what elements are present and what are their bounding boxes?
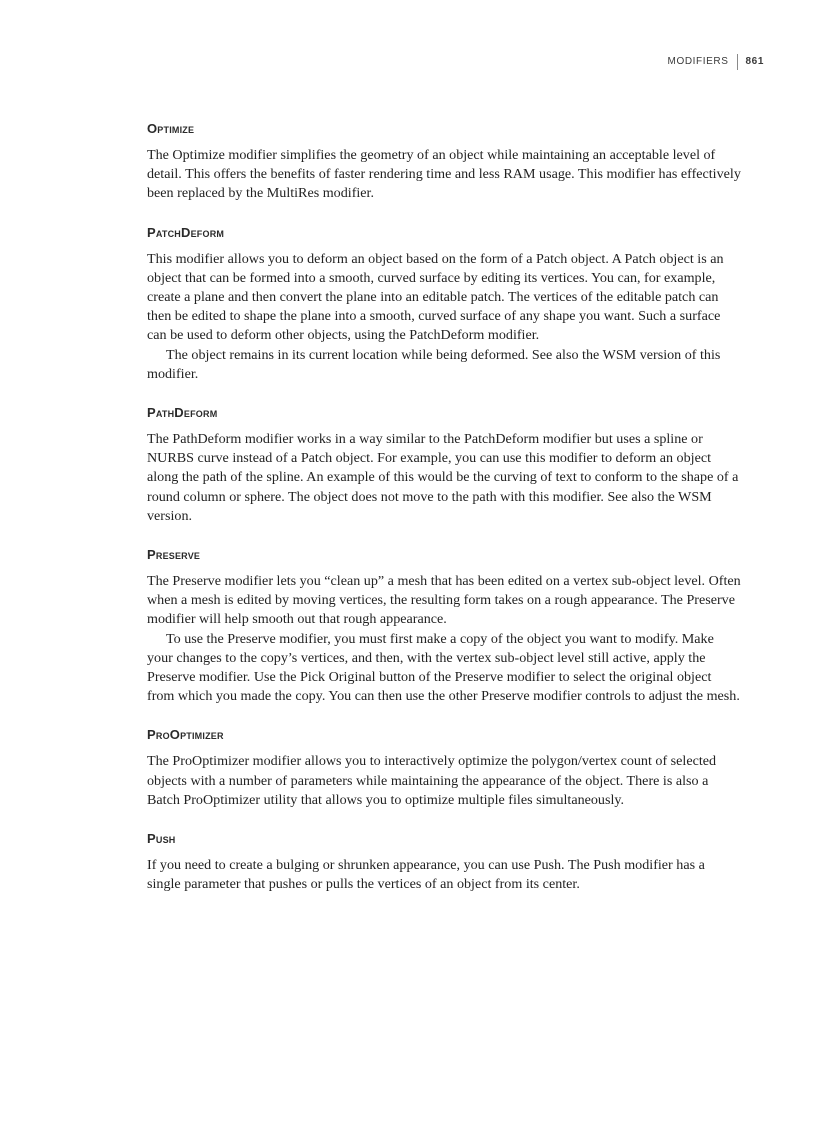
entry-paragraph: The Optimize modifier simplifies the geometry of an object while maintaining an acceptable level of detail. This offers the benefits of faster rendering time and less RAM usage. This modifier has effectively been replaced by the MultiRes modifier.: [147, 147, 741, 202]
running-head: [668, 54, 764, 70]
entry-pathdeform: [147, 404, 741, 526]
entry-paragraph: This modifier allows you to deform an object based on the form of a Patch object. A Patch object is an object that can be formed into a smooth, curved surface by editing its vertices. You can, for example, create a plane and then convert the plane into an editable patch. The vertices of the editable patch can then be edited to shape the plane into a smooth, curved surface of any shape you want. Such a surface can be used to deform other objects, using the PatchDeform modifier.: [147, 250, 724, 344]
page-number: 861: [745, 56, 764, 67]
entry-heading: Preserve: [147, 547, 201, 563]
entry-push: [147, 830, 741, 894]
entry-paragraph: If you need to create a bulging or shrunken appearance, you can use Push. The Push modifier has a single parameter that pushes or pulls the vertices of an object from its center.: [147, 857, 705, 893]
entry-heading: Push: [147, 831, 176, 847]
entry-preserve: [147, 546, 741, 706]
entry-patchdeform: [147, 224, 741, 384]
entry-paragraph: The ProOptimizer modifier allows you to interactively optimize the polygon/vertex count of selected objects with a number of parameters while maintaining the appearance of the object. There is also a Batch ProOptimizer utility that allows you to optimize multiple files simultaneously.: [147, 753, 717, 808]
entry-heading: PatchDeform: [147, 224, 225, 240]
entry-optimize: [147, 120, 741, 204]
entry-prooptimizer: [147, 726, 741, 810]
entry-heading: PathDeform: [147, 405, 218, 421]
entry-paragraph: To use the Preserve modifier, you must first make a copy of the object you want to modify. Make your changes to the copy’s vertices, and then, with the vertex sub-object level still active, apply the Preserve modifier. Use the Pick Original button of the Preserve modifier to select the original object from which you made the copy. You can then use the other Preserve modifier controls to adjust the mesh.: [147, 630, 740, 705]
entry-paragraph: The PathDeform modifier works in a way similar to the PatchDeform modifier but uses a spline or NURBS curve instead of a Patch object. For example, you can use this modifier to deform an object along the path of the spline. An example of this would be the curving of text to conform to the shape of a round column or sphere. The object does not move to the path with this modifier. See also the WSM version.: [147, 431, 739, 524]
entry-paragraph: The Preserve modifier lets you “clean up” a mesh that has been edited on a vertex sub-object level. Often when a mesh is edited by moving vertices, the resulting form takes on a rough appearance. The Preserve modifier will help smooth out that rough appearance.: [147, 573, 741, 628]
entry-heading: Optimize: [147, 121, 195, 136]
page-body: [147, 120, 741, 914]
entry-paragraph: The object remains in its current location while being deformed. See also the WSM version of this modifier.: [147, 346, 721, 382]
running-head-section: MODIFIERS: [668, 54, 738, 70]
entry-heading: ProOptimizer: [147, 727, 224, 743]
